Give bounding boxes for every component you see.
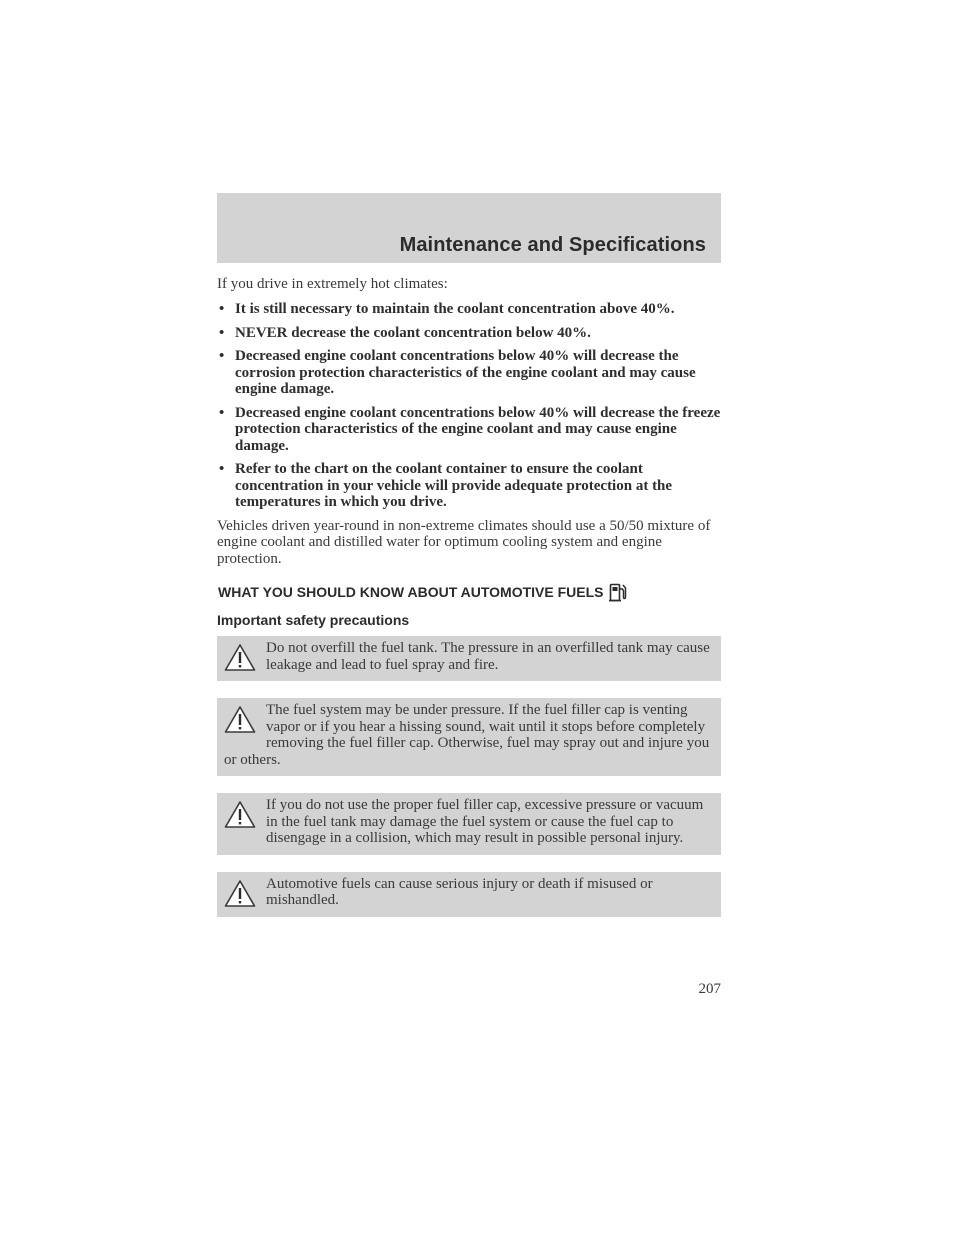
fuel-pump-icon — [609, 582, 627, 602]
section-title: Maintenance and Specifications — [399, 234, 706, 256]
list-item — [217, 348, 721, 398]
bullet-glyph: • — [219, 404, 225, 421]
list-item — [217, 301, 721, 318]
warning-text: Do not overfill the fuel tank. The pressure in an overfilled tank may cause leakage and lead to fuel spray and fire. — [266, 640, 710, 673]
warning-triangle-icon — [224, 879, 256, 908]
list-item — [217, 405, 721, 455]
intro-text: If you drive in extremely hot climates: — [217, 276, 448, 292]
warning-triangle-icon — [224, 643, 256, 672]
bullet-text: It is still necessary to maintain the coolant concentration above 40%. — [235, 301, 675, 317]
list-item — [217, 325, 721, 342]
section-header-band — [217, 193, 721, 263]
bullet-text: Decreased engine coolant concentrations below 40% will decrease the freeze protection characteristics of the engine coolant and may cause engine damage. — [235, 404, 721, 454]
warning-text: Automotive fuels can cause serious injury or death if misused or mishandled. — [266, 875, 653, 908]
warning-triangle-icon — [224, 800, 256, 829]
safety-subheading: Important safety precautions — [217, 612, 410, 628]
bullet-glyph: • — [219, 461, 225, 477]
warning-box — [217, 793, 721, 855]
warning-box — [217, 872, 721, 917]
bullet-glyph: • — [219, 301, 225, 317]
bullet-glyph: • — [219, 348, 225, 364]
coolant-bullet-list — [217, 301, 721, 511]
bullet-text: NEVER decrease the coolant concentration below 40%. — [235, 324, 591, 341]
bullet-glyph: • — [219, 324, 225, 341]
page-number: 207 — [698, 981, 721, 997]
warning-text: If you do not use the proper fuel filler cap, excessive pressure or vacuum in the fuel tank may damage the fuel system or cause the fuel cap to disengage in a collision, which may result in possible personal injury. — [266, 797, 704, 846]
warning-triangle-icon — [224, 705, 256, 734]
bullet-text: Refer to the chart on the coolant container to ensure the coolant concentration in your vehicle will provide adequate protection at the temperatures in which you drive. — [235, 461, 673, 510]
page-content — [217, 276, 721, 934]
warning-box — [217, 636, 721, 681]
coolant-mixture-paragraph: Vehicles driven year-round in non-extreme climates should use a 50/50 mixture of engine coolant and distilled water for optimum cooling system and engine protection. — [217, 517, 711, 567]
fuels-section-heading — [218, 581, 721, 603]
list-item — [217, 461, 721, 511]
warning-box — [217, 698, 721, 776]
warning-text: The fuel system may be under pressure. If the fuel filler cap is venting vapor or if you hear a hissing sound, wait until it stops before completely removing the fuel filler cap. Otherwise, fuel may spray out and injure you or others. — [224, 702, 710, 768]
fuels-heading-text: WHAT YOU SHOULD KNOW ABOUT AUTOMOTIVE FUELS — [218, 584, 604, 600]
bullet-text: Decreased engine coolant concentrations below 40% will decrease the corrosion protection characteristics of the engine coolant and may cause engine damage. — [235, 348, 696, 397]
